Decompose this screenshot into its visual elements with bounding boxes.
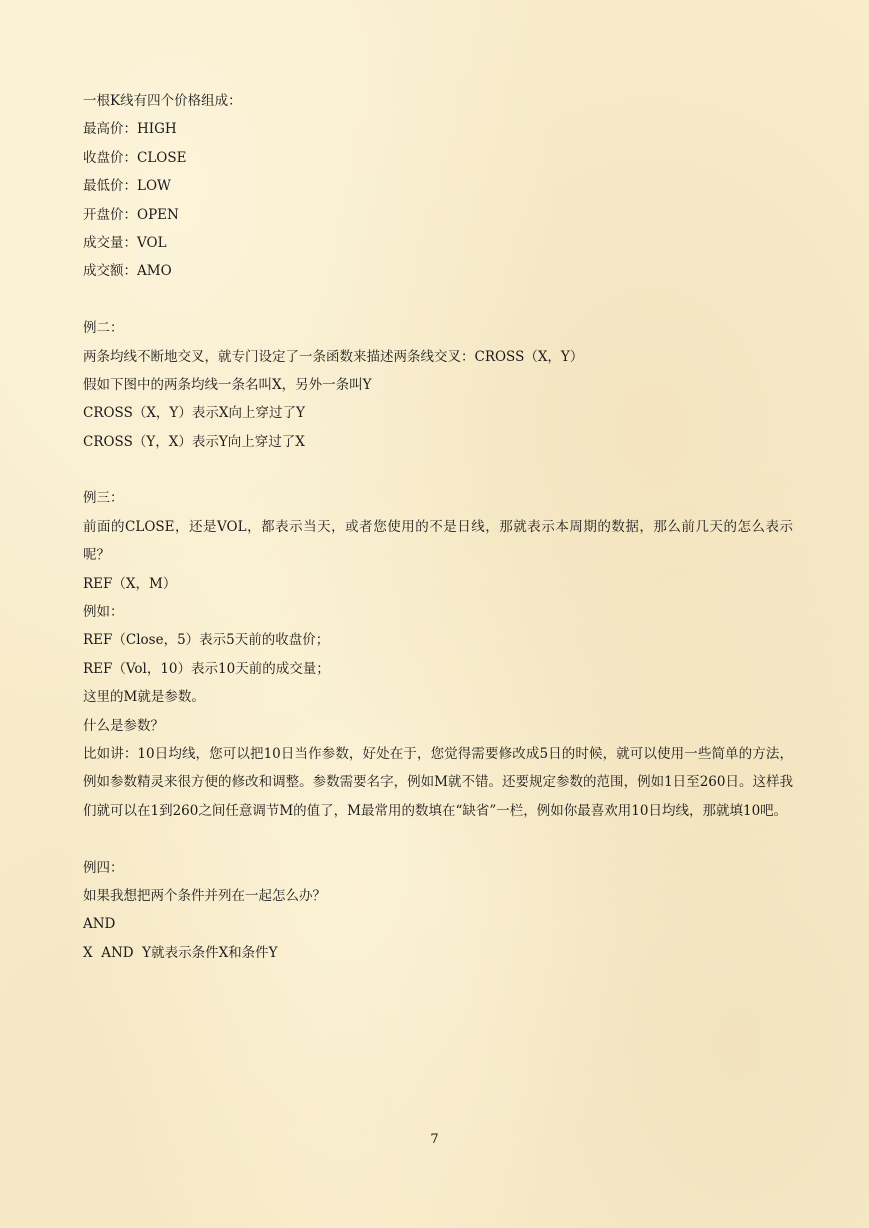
example2-line: CROSS（Y，X）表示Y向上穿过了X [83, 433, 305, 450]
kline-intro: 一根K线有四个价格组成： [83, 93, 242, 109]
example2-line: 两条均线不断地交叉，就专门设定了一条函数来描述两条线交叉：CROSS（X，Y） [83, 348, 584, 365]
example2-line: 假如下图中的两条均线一条名叫X，另外一条叫Y [83, 376, 372, 393]
example4-line: X AND Y就表示条件X和条件Y [83, 944, 278, 961]
price-item: 成交额：AMO [83, 263, 172, 280]
example2-heading: 例二： [83, 320, 124, 337]
document-body [83, 87, 793, 967]
price-item: 成交量：VOL [83, 234, 167, 251]
price-item: 收盘价：CLOSE [83, 149, 187, 166]
example3-question: 前面的CLOSE，还是VOL，都表示当天，或者您使用的不是日线，那就表示本周期的数据，那么前几天的怎么表示呢？ [83, 518, 793, 564]
example4-line: AND [83, 916, 116, 933]
example3-line: REF（X，M） [83, 575, 177, 592]
spacer [83, 286, 793, 314]
price-item: 开盘价：OPEN [83, 206, 179, 223]
example3-explanation: 比如讲：10日均线，您可以把10日当作参数，好处在于，您觉得需要修改成5日的时候，就可以使用一些简单的方法，例如参数精灵来很方便的修改和调整。参数需要名字，例如M就不错。还要规定参数的范围，例如1日至260日。这样我们就可以在1到260之间任意调节M的值了，M最常用的数填在“缺省”一栏，例如你最喜欢用10日均线，那就填10吧。 [83, 746, 793, 819]
example3-line: REF（Close，5）表示5天前的收盘价； [83, 632, 330, 649]
price-item: 最低价：LOW [83, 178, 171, 195]
example2-line: CROSS（X，Y）表示X向上穿过了Y [83, 405, 305, 422]
example3-line: 这里的M就是参数。 [83, 689, 205, 706]
example4-heading: 例四： [83, 859, 124, 876]
example3-line: 什么是参数？ [83, 717, 164, 734]
spacer [83, 825, 793, 853]
page-number: 7 [430, 1132, 439, 1147]
spacer [83, 456, 793, 484]
example3-heading: 例三： [83, 490, 124, 507]
example4-line: 如果我想把两个条件并列在一起怎么办？ [83, 888, 326, 905]
example3-line: 例如： [83, 604, 124, 621]
price-item: 最高价：HIGH [83, 121, 177, 138]
example3-line: REF（Vol，10）表示10天前的成交量； [83, 660, 330, 677]
